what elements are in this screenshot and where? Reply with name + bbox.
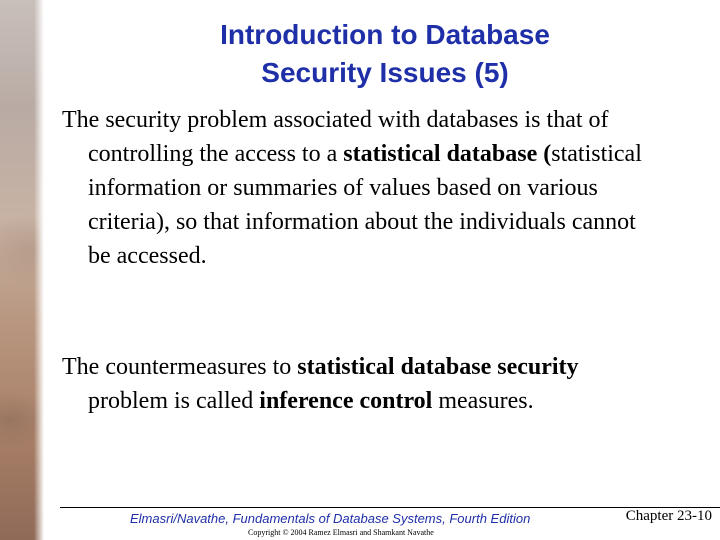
footer-chapter-number: Chapter 23-10 — [625, 508, 712, 524]
paragraph-countermeasures — [62, 350, 662, 418]
title-line-1: Introduction to Database — [220, 19, 550, 50]
slide-title — [160, 16, 610, 92]
p1-text-1: The security problem associated with databases is that of controlling the access to a — [62, 107, 609, 167]
title-line-2: Security Issues (5) — [261, 57, 509, 88]
p2-text-3: measures. — [432, 388, 534, 414]
footer-divider — [60, 507, 720, 508]
footer-copyright: Copyright © 2004 Ramez Elmasri and Shamkant Navathe — [248, 528, 434, 537]
sand-dune-background — [0, 0, 44, 540]
p2-bold-1: statistical database security — [297, 354, 579, 380]
paragraph-statistical-database — [62, 103, 662, 273]
p2-bold-2: inference control — [259, 388, 433, 414]
p2-text-1: The countermeasures to — [62, 354, 298, 380]
p1-bold-1: statistical database ( — [343, 141, 552, 167]
footer-book-title: Elmasri/Navathe, Fundamentals of Database Systems, Fourth Edition — [130, 511, 531, 526]
p1-text-2: statistical information or summaries of values based on various criteria), so that information about the individuals cannot be accessed. — [88, 141, 642, 269]
p2-text-2: problem is called — [88, 388, 260, 414]
